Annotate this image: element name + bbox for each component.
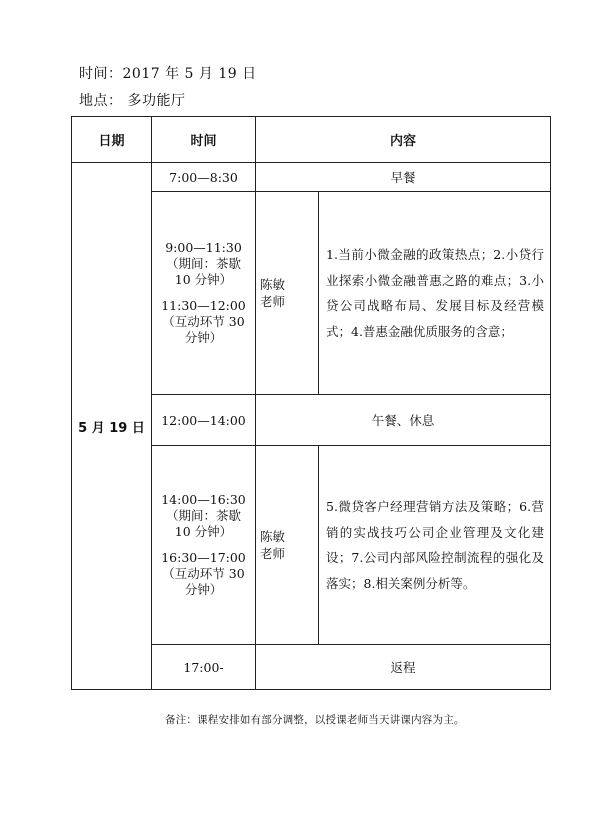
afternoon-time-b: 16:30—17:00 (161, 550, 246, 565)
afternoon-teacher (256, 446, 319, 645)
header-time: 时间 (152, 117, 256, 163)
header-date: 日期 (72, 117, 152, 163)
morning-time-b-note: 分钟） (184, 330, 223, 345)
afternoon-time-a-note: （期间：茶歇 (165, 508, 241, 523)
morning-session-time (152, 192, 256, 395)
lunch-time: 12:00—14:00 (152, 395, 256, 446)
header-content: 内容 (256, 117, 551, 163)
return-time: 17:00- (152, 645, 256, 690)
morning-time-b-note: （互动环节 30 (162, 314, 245, 329)
afternoon-teacher-name: 陈敏老师 (260, 529, 286, 561)
morning-time-b: 11:30—12:00 (161, 298, 246, 313)
breakfast-time: 7:00—8:30 (152, 163, 256, 192)
afternoon-time-a: 14:00—16:30 (161, 492, 246, 507)
date-cell: 5 月 19 日 (72, 163, 152, 690)
morning-time-a: 9:00—11:30 (165, 240, 242, 255)
schedule-location-line: 地点： 多功能厅 (79, 93, 186, 109)
afternoon-content: 5.微贷客户经理营销方法及策略；6.营销的实战技巧公司企业管理及文化建设；7.公司内部风险控制流程的强化及落实；8.相关案例分析等。 (319, 446, 551, 645)
return-content: 返程 (256, 645, 551, 690)
schedule-date-line: 时间：2017 年 5 月 19 日 (79, 66, 257, 82)
afternoon-time-a-note: 10 分钟） (174, 524, 233, 539)
morning-time-a-note: 10 分钟） (174, 272, 233, 287)
morning-time-a-note: （期间：茶歇 (165, 256, 241, 271)
afternoon-time-b-note: 分钟） (184, 582, 223, 597)
breakfast-content: 早餐 (256, 163, 551, 192)
lunch-content: 午餐、休息 (256, 395, 551, 446)
morning-teacher-name: 陈敏老师 (260, 277, 286, 309)
footnote: 备注：课程安排如有部分调整，以授课老师当天讲课内容为主。 (165, 714, 465, 726)
morning-teacher (256, 192, 319, 395)
afternoon-time-b-note: （互动环节 30 (162, 566, 245, 581)
morning-content: 1.当前小微金融的政策热点；2.小贷行业探索小微金融普惠之路的难点；3.小贷公司战略布局、发展目标及经营模式；4.普惠金融优质服务的含意； (319, 192, 551, 395)
schedule-table (71, 116, 551, 690)
afternoon-session-time (152, 446, 256, 645)
